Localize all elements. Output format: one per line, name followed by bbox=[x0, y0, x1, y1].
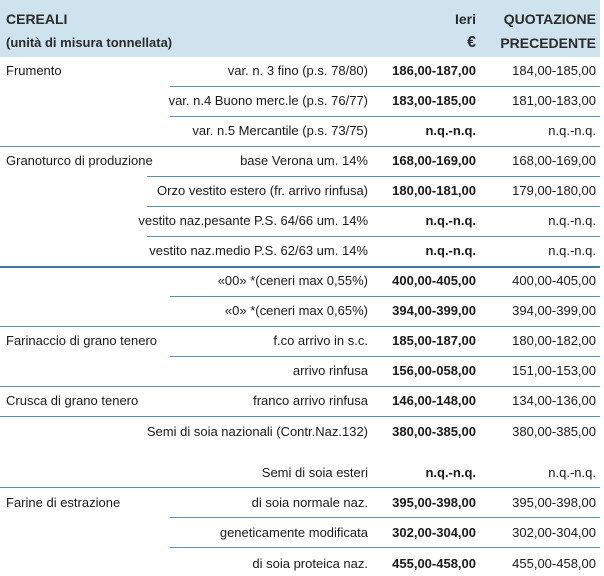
row-category: Granoturco di produzione bbox=[6, 153, 153, 168]
row-divider bbox=[0, 487, 600, 488]
header-quotazione: QUOTAZIONE bbox=[503, 11, 596, 27]
row-price-ieri: n.q.-n.q. bbox=[425, 213, 476, 228]
row-price-ieri: 156,00-058,00 bbox=[392, 363, 476, 378]
row-description: vestito naz.medio P.S. 62/63 um. 14% bbox=[149, 243, 368, 258]
header-ieri: Ieri bbox=[454, 11, 476, 27]
row-description: var. n.4 Buono merc.le (p.s. 76/77) bbox=[168, 93, 368, 108]
row-description: «0» *(ceneri max 0,65%) bbox=[224, 303, 368, 318]
row-description: Semi di soia esteri bbox=[261, 465, 368, 480]
row-category: Crusca di grano tenero bbox=[6, 393, 139, 408]
row-price-ieri: 183,00-185,00 bbox=[392, 93, 476, 108]
row-price-ieri: 302,00-304,00 bbox=[392, 525, 476, 540]
row-price-precedente: 151,00-153,00 bbox=[512, 363, 596, 378]
row-price-precedente: 455,00-458,00 bbox=[512, 556, 596, 571]
row-divider bbox=[147, 236, 600, 237]
row-price-ieri: n.q.-n.q. bbox=[425, 243, 476, 258]
row-divider bbox=[0, 146, 600, 147]
row-price-ieri: 168,00-169,00 bbox=[392, 153, 476, 168]
header-precedente: PRECEDENTE bbox=[500, 35, 596, 51]
row-description: base Verona um. 14% bbox=[240, 153, 368, 168]
row-price-ieri: 185,00-187,00 bbox=[392, 333, 476, 348]
row-price-precedente: n.q.-n.q. bbox=[548, 213, 596, 228]
header-title: CEREALI bbox=[6, 11, 68, 27]
row-divider bbox=[170, 517, 600, 518]
table-header bbox=[0, 0, 600, 57]
row-divider bbox=[170, 356, 600, 357]
row-price-precedente: n.q.-n.q. bbox=[548, 123, 596, 138]
row-price-ieri: 186,00-187,00 bbox=[392, 63, 476, 78]
row-description: geneticamente modificata bbox=[219, 525, 368, 540]
row-price-ieri: n.q.-n.q. bbox=[425, 123, 476, 138]
row-price-ieri: 455,00-458,00 bbox=[392, 556, 476, 571]
row-price-precedente: 180,00-182,00 bbox=[512, 333, 596, 348]
row-description: di soia normale naz. bbox=[251, 495, 368, 510]
row-category: Farine di estrazione bbox=[6, 495, 121, 510]
row-price-precedente: n.q.-n.q. bbox=[548, 465, 596, 480]
row-price-precedente: 134,00-136,00 bbox=[512, 393, 596, 408]
row-divider bbox=[0, 386, 600, 387]
row-description: var. n. 3 fino (p.s. 78/80) bbox=[227, 63, 368, 78]
row-price-ieri: 180,00-181,00 bbox=[392, 183, 476, 198]
row-description: «00» *(ceneri max 0,55%) bbox=[217, 273, 368, 288]
row-price-precedente: 184,00-185,00 bbox=[512, 63, 596, 78]
row-price-ieri: 400,00-405,00 bbox=[392, 273, 476, 288]
header-subtitle: (unità di misura tonnellata) bbox=[6, 35, 173, 50]
row-divider bbox=[170, 296, 600, 297]
row-divider bbox=[0, 326, 600, 327]
row-divider bbox=[0, 266, 600, 268]
row-divider bbox=[170, 86, 600, 87]
row-divider bbox=[170, 547, 600, 548]
row-description: Semi di soia nazionali (Contr.Naz.132) bbox=[146, 424, 368, 439]
row-description: franco arrivo rinfusa bbox=[253, 393, 368, 408]
row-price-precedente: 394,00-399,00 bbox=[512, 303, 596, 318]
header-currency: € bbox=[467, 34, 476, 51]
row-price-precedente: 400,00-405,00 bbox=[512, 273, 596, 288]
row-description: Orzo vestito estero (fr. arrivo rinfusa) bbox=[157, 183, 368, 198]
row-price-ieri: 380,00-385,00 bbox=[392, 424, 476, 439]
row-description: arrivo rinfusa bbox=[292, 363, 368, 378]
row-divider bbox=[0, 416, 600, 417]
row-category: Farinaccio di grano tenero bbox=[6, 333, 158, 348]
row-price-precedente: 181,00-183,00 bbox=[512, 93, 596, 108]
row-price-precedente: 179,00-180,00 bbox=[512, 183, 596, 198]
row-description: di soia proteica naz. bbox=[252, 556, 368, 571]
row-divider bbox=[147, 176, 600, 177]
row-price-precedente: 302,00-304,00 bbox=[512, 525, 596, 540]
row-divider bbox=[170, 116, 600, 117]
row-description: f.co arrivo in s.c. bbox=[273, 333, 368, 348]
row-price-ieri: 394,00-399,00 bbox=[392, 303, 476, 318]
row-description: var. n.5 Mercantile (p.s. 73/75) bbox=[192, 123, 368, 138]
row-price-ieri: n.q.-n.q. bbox=[425, 465, 476, 480]
row-price-precedente: 168,00-169,00 bbox=[512, 153, 596, 168]
row-price-ieri: 146,00-148,00 bbox=[392, 393, 476, 408]
row-category: Frumento bbox=[6, 63, 62, 78]
row-price-ieri: 395,00-398,00 bbox=[392, 495, 476, 510]
row-price-precedente: 380,00-385,00 bbox=[512, 424, 596, 439]
row-price-precedente: 395,00-398,00 bbox=[512, 495, 596, 510]
row-price-precedente: n.q.-n.q. bbox=[548, 243, 596, 258]
row-divider bbox=[147, 206, 600, 207]
row-description: vestito naz.pesante P.S. 64/66 um. 14% bbox=[138, 213, 368, 228]
